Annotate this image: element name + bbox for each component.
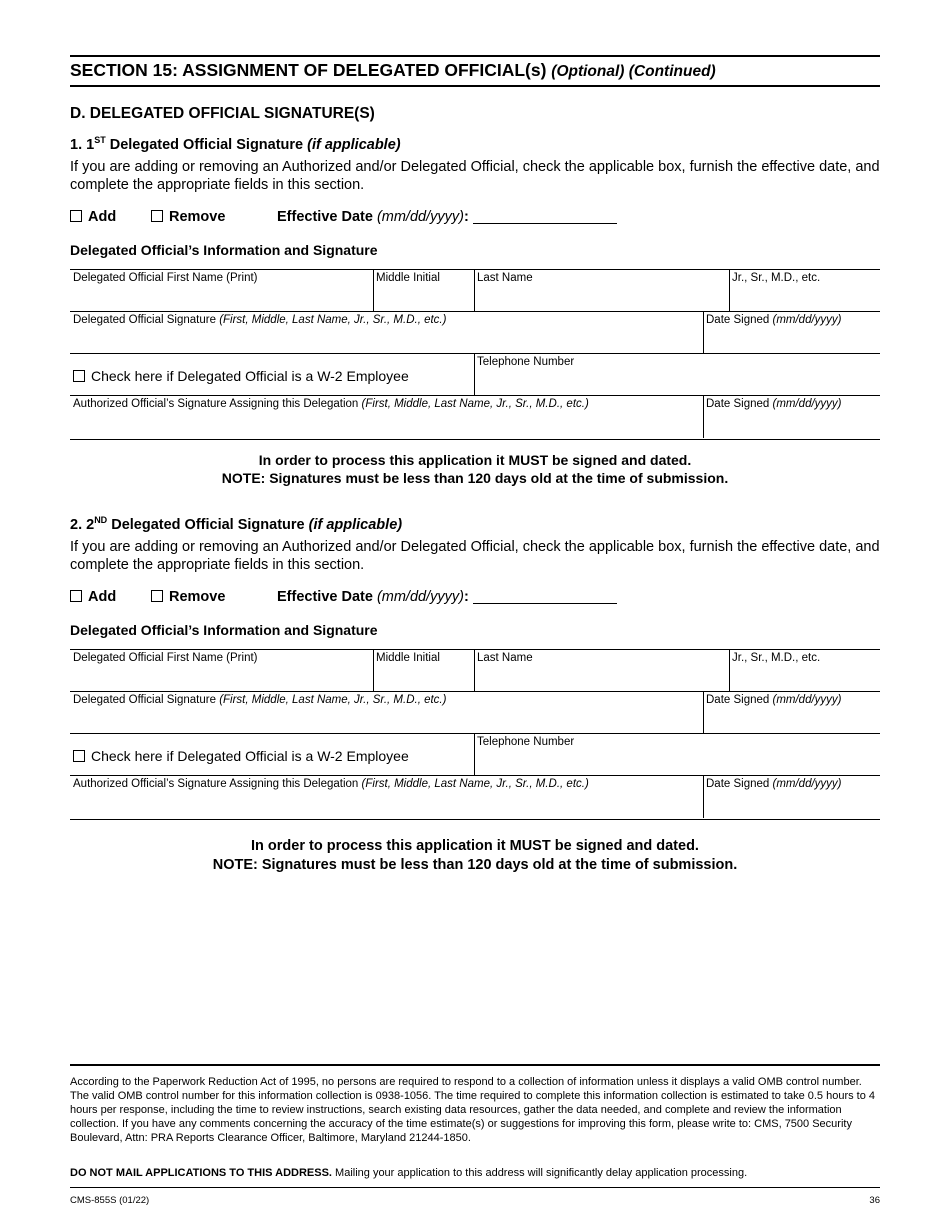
telephone-field[interactable]: Telephone Number [477, 736, 575, 748]
instructions-text: If you are adding or removing an Authorized and/or Delegated Official, check the applicable box, furnish the effective date, and complete the appropriate fields in this section. [70, 159, 880, 193]
do-not-mail-rest: Mailing your application to this address will significantly delay application processing. [331, 1167, 748, 1179]
grid-col-divider [729, 270, 730, 311]
remove-checkbox[interactable] [151, 210, 163, 222]
effective-date-field[interactable] [277, 589, 617, 605]
form-id: CMS-855S (01/22) [70, 1195, 150, 1206]
first-name-field[interactable]: Delegated Official First Name (Print) [73, 652, 258, 664]
remove-label: Remove [169, 209, 226, 225]
w2-label: Check here if Delegated Official is a W-2 Employee [91, 368, 409, 384]
grid-col-divider [474, 733, 475, 775]
heading-text: Delegated Official Signature [107, 516, 309, 533]
add-checkbox-row[interactable] [70, 209, 116, 225]
middle-initial-field[interactable]: Middle Initial [376, 652, 440, 664]
first-name-field[interactable]: Delegated Official First Name (Print) [73, 272, 258, 284]
heading-suffix: (if applicable) [308, 516, 403, 533]
heading-text: Delegated Official Signature [105, 136, 308, 153]
date-signed-field[interactable] [706, 694, 842, 706]
date-signed-format: (mm/dd/yyyy) [772, 398, 842, 410]
telephone-field[interactable]: Telephone Number [477, 356, 575, 368]
effective-date-input[interactable] [473, 591, 617, 604]
notice-line-2: NOTE: Signatures must be less than 120 days old at the time of submission. [212, 857, 738, 873]
date-signed-field[interactable] [706, 314, 842, 326]
do-not-mail-bold: DO NOT MAIL APPLICATIONS TO THIS ADDRESS. [70, 1167, 332, 1179]
grid-col-divider [474, 270, 475, 311]
heading-sup: ND [94, 515, 108, 525]
grid-col-divider [373, 650, 374, 691]
date-signed-label: Date Signed [706, 778, 773, 790]
delegated-official-grid [70, 649, 880, 820]
grid-row-divider [70, 353, 880, 354]
section-title-suffix: (Optional) (Continued) [551, 63, 716, 80]
info-signature-heading: Delegated Official’s Information and Signature [70, 622, 378, 638]
effective-date-label: Effective Date [277, 589, 377, 605]
add-label: Add [88, 209, 117, 225]
authorized-signature-field[interactable] [73, 398, 589, 410]
info-signature-heading: Delegated Official’s Information and Signature [70, 242, 378, 258]
do-not-mail-notice [70, 1166, 880, 1180]
grid-row-divider [70, 733, 880, 734]
grid-col-divider [474, 650, 475, 691]
w2-checkbox-row[interactable] [73, 368, 409, 384]
middle-initial-field[interactable]: Middle Initial [376, 272, 440, 284]
ao-signature-label: Authorized Official’s Signature Assigning this Delegation [73, 398, 362, 410]
add-checkbox-row[interactable] [70, 589, 116, 605]
effective-date-label: Effective Date [277, 209, 377, 225]
signature-label: Delegated Official Signature [73, 314, 220, 326]
grid-col-divider [373, 270, 374, 311]
section-title [70, 60, 716, 81]
w2-label: Check here if Delegated Official is a W-2 Employee [91, 748, 409, 764]
authorized-signature-field[interactable] [73, 778, 589, 790]
w2-checkbox[interactable] [73, 370, 85, 382]
grid-row-divider [70, 775, 880, 776]
remove-checkbox-row[interactable] [151, 589, 225, 605]
grid-col-divider [703, 311, 704, 353]
ao-date-signed-field[interactable] [706, 778, 842, 790]
date-signed-format: (mm/dd/yyyy) [772, 314, 842, 326]
notice-line-1: In order to process this application it MUST be signed and dated. [258, 452, 692, 468]
name-suffix-field[interactable]: Jr., Sr., M.D., etc. [732, 652, 821, 664]
subsection-heading: D. DELEGATED OFFICIAL SIGNATURE(S) [70, 105, 375, 122]
instructions-text: If you are adding or removing an Authorized and/or Delegated Official, check the applicable box, furnish the effective date, and complete the appropriate fields in this section. [70, 539, 880, 573]
delegated-official-grid [70, 269, 880, 440]
date-signed-format: (mm/dd/yyyy) [772, 694, 842, 706]
heading-num: 2. 2 [70, 516, 95, 533]
ao-signature-label: Authorized Official’s Signature Assigning this Delegation [73, 778, 362, 790]
grid-row-divider [70, 311, 880, 312]
grid-col-divider [729, 650, 730, 691]
notice-line-1: In order to process this application it MUST be signed and dated. [251, 838, 699, 854]
grid-col-divider [474, 353, 475, 395]
last-name-field[interactable]: Last Name [477, 652, 533, 664]
date-signed-label: Date Signed [706, 398, 773, 410]
last-name-field[interactable]: Last Name [477, 272, 533, 284]
grid-row-divider [70, 691, 880, 692]
page-number: 36 [869, 1195, 880, 1206]
ao-signature-hint: (First, Middle, Last Name, Jr., Sr., M.D., etc.) [361, 778, 589, 790]
heading-suffix: (if applicable) [307, 136, 401, 153]
remove-label: Remove [169, 589, 226, 605]
signature-notice [70, 837, 880, 875]
name-suffix-field[interactable]: Jr., Sr., M.D., etc. [732, 272, 821, 284]
grid-col-divider [703, 775, 704, 818]
notice-line-2: NOTE: Signatures must be less than 120 days old at the time of submission. [221, 470, 729, 486]
section-title-text: SECTION 15: ASSIGNMENT OF DELEGATED OFFICIAL(s) [70, 60, 547, 80]
grid-row-divider [70, 395, 880, 396]
effective-date-input[interactable] [473, 211, 617, 224]
signature-notice [70, 451, 880, 487]
remove-checkbox[interactable] [151, 590, 163, 602]
footer-rule [70, 1064, 880, 1066]
w2-checkbox-row[interactable] [73, 748, 409, 764]
footer-bottom-rule [70, 1187, 880, 1188]
second-delegated-heading [70, 515, 402, 533]
add-label: Add [88, 589, 117, 605]
signature-hint: (First, Middle, Last Name, Jr., Sr., M.D., etc.) [219, 314, 447, 326]
delegated-signature-field[interactable] [73, 314, 446, 326]
first-delegated-heading [70, 135, 401, 153]
add-checkbox[interactable] [70, 210, 82, 222]
date-signed-label: Date Signed [706, 314, 773, 326]
title-underline [70, 85, 880, 87]
top-rule [70, 55, 880, 57]
w2-checkbox[interactable] [73, 750, 85, 762]
effective-date-format: (mm/dd/yyyy) [376, 209, 464, 225]
heading-num: 1. 1 [70, 136, 95, 153]
grid-col-divider [703, 395, 704, 438]
date-signed-label: Date Signed [706, 694, 773, 706]
remove-checkbox-row[interactable] [151, 209, 225, 225]
effective-date-field[interactable] [277, 209, 617, 225]
signature-hint: (First, Middle, Last Name, Jr., Sr., M.D., etc.) [219, 694, 447, 706]
grid-col-divider [703, 691, 704, 733]
add-checkbox[interactable] [70, 590, 82, 602]
signature-label: Delegated Official Signature [73, 694, 220, 706]
effective-date-colon: : [463, 209, 469, 225]
effective-date-colon: : [463, 589, 469, 605]
paperwork-reduction-notice: According to the Paperwork Reduction Act of 1995, no persons are required to respond to a collection of information unless it displays a valid OMB control number. The valid OMB control number for this information collection is 0938-1056. The time required to complete this information collection is estimated to take 0.5 hours to 4 hours per response, including the time to review instructions, search existing data resources, gather the data needed, and complete and review the information collection. If you have any comments concerning the accuracy of the time estimate(s) or suggestions for improving this form, please write to: CMS, 7500 Security Boulevard, Attn: PRA Reports Clearance Officer, Baltimore, Maryland 21244-1850. [70, 1076, 876, 1144]
date-signed-format: (mm/dd/yyyy) [772, 778, 842, 790]
effective-date-format: (mm/dd/yyyy) [376, 589, 464, 605]
ao-date-signed-field[interactable] [706, 398, 842, 410]
ao-signature-hint: (First, Middle, Last Name, Jr., Sr., M.D., etc.) [361, 398, 589, 410]
delegated-signature-field[interactable] [73, 694, 446, 706]
heading-sup: ST [94, 135, 106, 145]
